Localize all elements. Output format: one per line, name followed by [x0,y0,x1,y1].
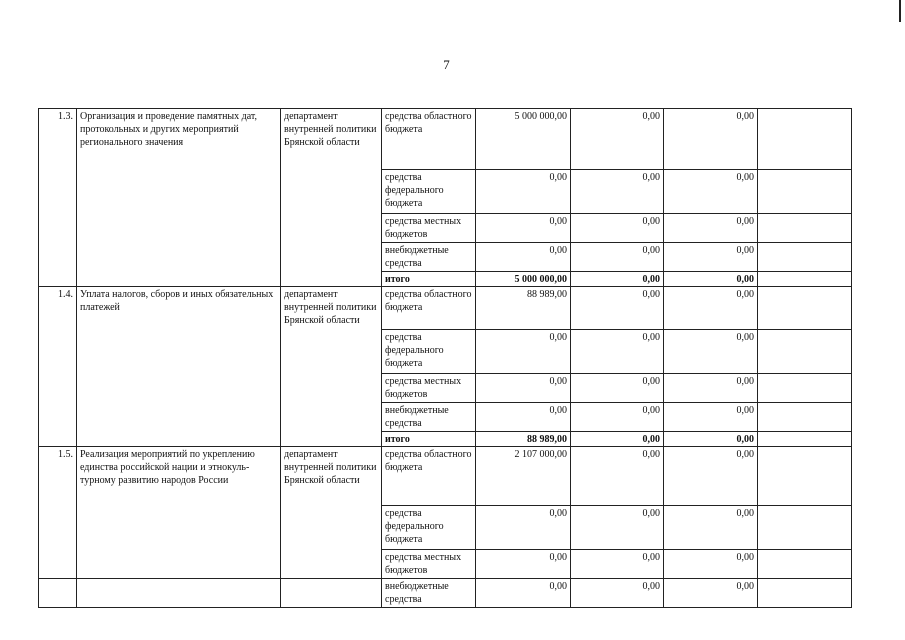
value-cell: 0,00 [571,287,664,330]
funding-source: средства федерального бюджета [382,170,476,214]
value-cell: 2 107 000,00 [476,447,571,506]
value-cell: 0,00 [664,287,758,330]
item-number: 1.5. [39,447,77,579]
table-row [39,579,852,608]
item-executor: департамент внутренней политики Брянской области [281,287,382,447]
value-cell: 0,00 [571,403,664,432]
item-number [39,579,77,608]
total-label: итого [382,272,476,287]
value-cell: 0,00 [571,579,664,608]
item-executor: департамент внутренней политики Брянской области [281,447,382,579]
funding-source: внебюджетные средства [382,403,476,432]
empty-cell [758,550,852,579]
empty-cell [758,403,852,432]
empty-cell [758,506,852,550]
empty-cell [758,214,852,243]
empty-cell [758,579,852,608]
value-cell: 88 989,00 [476,287,571,330]
item-name: Организация и проведение памятных дат, протокольных и других мероприятий регионального значения [77,109,281,287]
empty-cell [758,432,852,447]
funding-source: средства областного бюджета [382,109,476,170]
value-cell: 0,00 [476,579,571,608]
value-cell: 0,00 [476,550,571,579]
value-cell: 0,00 [664,506,758,550]
table-row [39,447,852,506]
empty-cell [758,109,852,170]
empty-cell [758,287,852,330]
empty-cell [758,243,852,272]
empty-cell [758,272,852,287]
total-value: 0,00 [664,272,758,287]
value-cell: 0,00 [664,374,758,403]
value-cell: 0,00 [571,506,664,550]
value-cell: 0,00 [476,170,571,214]
funding-source: средства местных бюджетов [382,374,476,403]
total-value: 0,00 [571,432,664,447]
value-cell: 0,00 [476,374,571,403]
funding-source: средства местных бюджетов [382,214,476,243]
value-cell: 5 000 000,00 [476,109,571,170]
funding-source: внебюджетные средства [382,579,476,608]
funding-source: средства областного бюджета [382,287,476,330]
budget-table [38,108,852,608]
item-executor: департамент внутренней политики Брянской области [281,109,382,287]
value-cell: 0,00 [664,214,758,243]
value-cell: 0,00 [571,447,664,506]
table-row [39,109,852,170]
funding-source: внебюджетные средства [382,243,476,272]
funding-source: средства местных бюджетов [382,550,476,579]
value-cell: 0,00 [476,403,571,432]
value-cell: 0,00 [664,447,758,506]
value-cell: 0,00 [571,243,664,272]
value-cell: 0,00 [476,243,571,272]
item-executor [281,579,382,608]
item-name: Уплата налогов, сборов и иных обязательных платежей [77,287,281,447]
value-cell: 0,00 [571,330,664,374]
item-number: 1.4. [39,287,77,447]
total-value: 0,00 [664,432,758,447]
total-value: 5 000 000,00 [476,272,571,287]
total-value: 0,00 [571,272,664,287]
page-edge-mark [899,0,901,22]
total-value: 88 989,00 [476,432,571,447]
value-cell: 0,00 [571,374,664,403]
value-cell: 0,00 [664,550,758,579]
value-cell: 0,00 [664,330,758,374]
funding-source: средства областного бюджета [382,447,476,506]
funding-source: средства федерального бюджета [382,330,476,374]
value-cell: 0,00 [571,214,664,243]
empty-cell [758,374,852,403]
value-cell: 0,00 [664,109,758,170]
value-cell: 0,00 [664,403,758,432]
empty-cell [758,330,852,374]
empty-cell [758,170,852,214]
value-cell: 0,00 [664,579,758,608]
funding-source: средства федерального бюджета [382,506,476,550]
item-name: Реализация мероприятий по укреплению единства российской нации и этнокуль-турному развитию народов России [77,447,281,579]
page-number: 7 [443,57,450,72]
value-cell: 0,00 [664,243,758,272]
item-name [77,579,281,608]
value-cell: 0,00 [476,506,571,550]
value-cell: 0,00 [571,170,664,214]
value-cell: 0,00 [664,170,758,214]
item-number: 1.3. [39,109,77,287]
value-cell: 0,00 [476,214,571,243]
empty-cell [758,447,852,506]
value-cell: 0,00 [571,109,664,170]
total-label: итого [382,432,476,447]
table-row [39,287,852,330]
value-cell: 0,00 [476,330,571,374]
value-cell: 0,00 [571,550,664,579]
